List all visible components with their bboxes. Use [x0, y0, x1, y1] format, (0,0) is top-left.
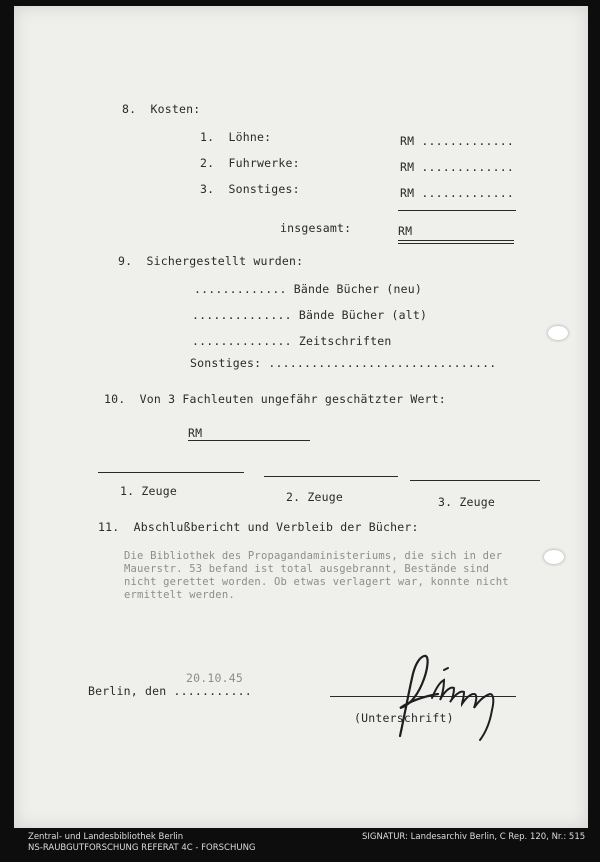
- estimated-value: RM: [188, 426, 203, 440]
- cost-label-carts: 2. Fuhrwerke:: [200, 156, 300, 170]
- cost-label-other: 3. Sonstiges:: [200, 182, 300, 196]
- footer-department: NS-RAUBGUTFORSCHUNG REFERAT 4C - FORSCHUNG: [28, 843, 256, 853]
- secured-other: Sonstiges: ................................: [190, 356, 497, 370]
- report-line-1: Die Bibliothek des Propagandaministeriums, die sich in der: [124, 550, 503, 562]
- witness-2-label: 2. Zeuge: [286, 490, 343, 504]
- total-label: insgesamt:: [280, 221, 352, 235]
- witness-1-line: [98, 472, 244, 473]
- handwritten-signature: [382, 648, 542, 748]
- cost-value-wages: RM .............: [400, 134, 514, 148]
- signature-caption: (Unterschrift): [354, 711, 454, 725]
- document-page: [14, 6, 588, 828]
- footer-signature-reference: SIGNATUR: Landesarchiv Berlin, C Rep. 120, Nr.: 515: [362, 832, 586, 842]
- report-line-4: ermittelt werden.: [124, 589, 235, 601]
- cost-value-other: RM .............: [400, 186, 514, 200]
- report-line-3: nicht gerettet worden. Ob etwas verlagert war, konnte nicht: [124, 576, 509, 588]
- place-date-label: Berlin, den ...........: [88, 684, 252, 698]
- section-10-heading: 10. Von 3 Fachleuten ungefähr geschätzter Wert:: [104, 392, 446, 406]
- footer-institution: Zentral- und Landesbibliothek Berlin: [28, 832, 184, 842]
- cost-label-wages: 1. Löhne:: [200, 130, 272, 144]
- secured-old-books: .............. Bände Bücher (alt): [192, 308, 428, 322]
- total-double-rule: [398, 240, 514, 244]
- punch-hole-lower: [544, 550, 564, 564]
- date-value: 20.10.45: [186, 671, 243, 685]
- estimated-value-line: [188, 440, 310, 441]
- witness-1-label: 1. Zeuge: [120, 484, 177, 498]
- punch-hole-upper: [548, 326, 568, 340]
- sum-rule: [398, 210, 516, 211]
- witness-3-line: [410, 480, 540, 481]
- cost-value-carts: RM .............: [400, 160, 514, 174]
- secured-periodicals: .............. Zeitschriften: [192, 334, 392, 348]
- section-9-heading: 9. Sichergestellt wurden:: [118, 254, 304, 268]
- report-line-2: Mauerstr. 53 befand ist total ausgebrannt, Bestände sind: [124, 563, 490, 575]
- witness-2-line: [264, 476, 398, 477]
- section-11-heading: 11. Abschlußbericht und Verbleib der Bücher:: [98, 520, 419, 534]
- secured-new-books: ............. Bände Bücher (neu): [194, 282, 422, 296]
- total-value: RM: [398, 224, 413, 238]
- section-8-heading: 8. Kosten:: [122, 102, 201, 116]
- witness-3-label: 3. Zeuge: [438, 495, 495, 509]
